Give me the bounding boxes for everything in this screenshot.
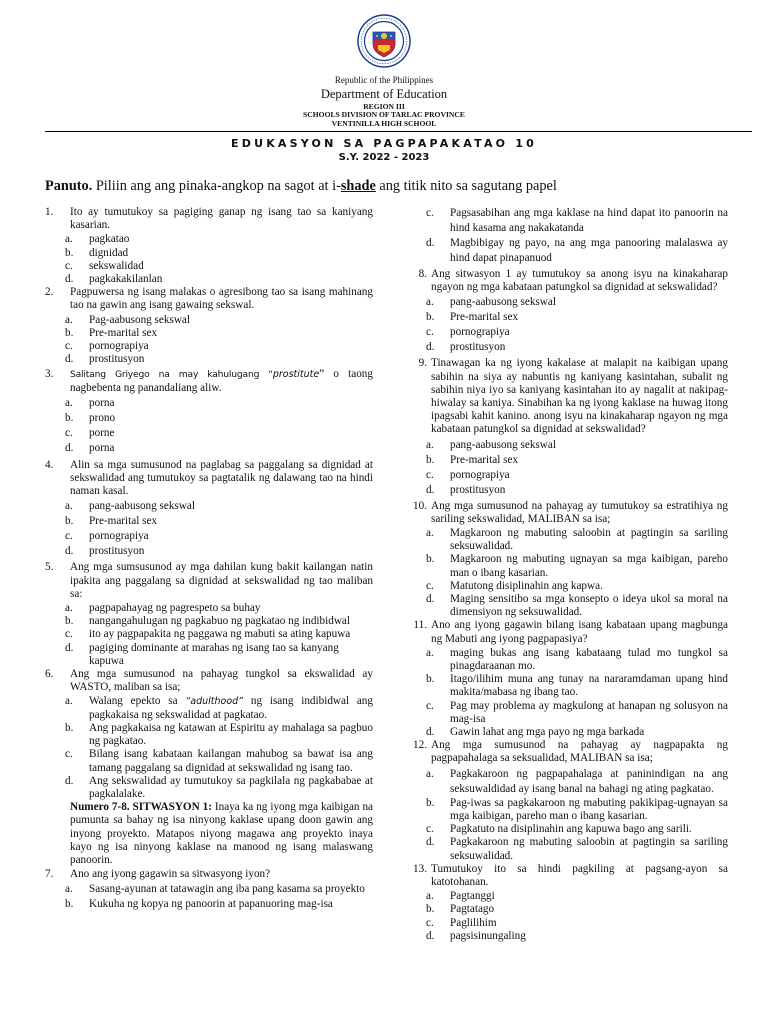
subject-title: EDUKASYON SA PAGPAPAKATAO 10: [231, 137, 537, 150]
question-12: [406, 739, 728, 765]
option-13b[interactable]: b. Pagtatago: [426, 903, 495, 916]
option-text: Pagtatago: [450, 903, 495, 916]
question-2: [45, 286, 373, 312]
school-year: S.Y. 2022 - 2023: [338, 152, 430, 163]
option-11b[interactable]: b. Itago/ilihim muna ang tunay na nararamdaman upang hind makita/mabasa ng ibang tao.: [426, 673, 728, 699]
option-text: Paglilihim: [450, 916, 497, 929]
option-3c[interactable]: c. porne: [65, 426, 115, 439]
option-text: pang-aabusong sekswal: [450, 296, 556, 309]
situation-label: Numero 7-8. SITWASYON 1:: [70, 801, 212, 814]
option-text: Pagkakaroon ng mabuting saloobin at pagtingin sa sariling seksuwalidad.: [450, 836, 728, 862]
question-10: [406, 500, 728, 526]
option-text: Pag may problema ay magkulong at hanapan ng solusyon na mag-isa: [450, 699, 728, 725]
question-stem: Ang sitwasyon 1 ay tumutukoy sa anong isyu na kinakaharap ngayon ng mga kabataan patungkol sa dignidad at sekswalidad?: [431, 268, 728, 294]
question-number: 8.: [418, 268, 427, 280]
question-number: 6.: [45, 668, 54, 681]
option-text: Pre-marital sex: [89, 515, 158, 528]
option-text: prostitusyon: [450, 341, 506, 354]
option-text: Ang sekswalidad ay tumutukoy sa pagkilala ng pagkababae at pagkalalake.: [89, 774, 373, 800]
instructions-text-a: Piliin ang ang pinaka-angkop na sagot at i-: [92, 178, 341, 194]
option-3a[interactable]: a. porna: [65, 396, 115, 409]
option-text: porna: [89, 396, 115, 409]
option-11c[interactable]: c. Pag may problema ay magkulong at hanapan ng solusyon na mag-isa: [426, 699, 728, 725]
option-text: porne: [89, 426, 115, 439]
situation-text: Inaya ka ng iyong mga kaibigan na pumunta sa bahay ng isa ninyong kaklase upang doon gawin ang inyong proyekto. Matapos niyong magawa ang proyekto inaya kayo ng isa ninyong kaklase na manood ng isang malaswang panoorin.: [70, 801, 374, 866]
option-6d[interactable]: d. Ang sekswalidad ay tumutukoy sa pagkilala ng pagkababae at pagkalalake.: [65, 774, 373, 800]
question-9: [406, 357, 728, 436]
option-7b[interactable]: b. Kukuha ng kopya ng panoorin at papanuoring mag-isa: [65, 898, 333, 911]
question-number: 11.: [413, 619, 427, 632]
option-7a[interactable]: a. Sasang-ayunan at tatawagin ang iba pang kasama sa proyekto: [65, 883, 365, 896]
question-4: [45, 459, 373, 499]
option-12c[interactable]: c. Pagkatuto na disiplinahin ang kapuwa bago ang sarili.: [426, 823, 692, 836]
option-text: Kukuha ng kopya ng panoorin at papanuoring mag-isa: [89, 898, 333, 911]
school-name: VENTINILLA HIGH SCHOOL: [331, 119, 437, 128]
question-stem: Ano ang iyong gagawin sa sitwasyong iyon?: [70, 868, 271, 881]
option-text: prostitusyon: [89, 545, 145, 558]
option-text: Pre-marital sex: [89, 326, 158, 339]
option-text: Magkaroon ng mabuting saloobin at pagtingin sa sariling seksuwalidad.: [450, 527, 728, 553]
question-1: [45, 206, 373, 232]
question-11: [406, 619, 728, 645]
question-number: 3.: [45, 368, 54, 381]
option-text: Pre-marital sex: [450, 453, 519, 466]
option-9d[interactable]: d. prostitusyon: [426, 483, 506, 496]
option-text: Pre-marital sex: [450, 311, 519, 324]
question-number: 10.: [413, 499, 427, 512]
republic-line: Republic of the Philippines: [334, 75, 434, 85]
option-7c[interactable]: c. Pagsasabihan ang mga kaklase na hind dapat ito panoorin na hind kasama ang nakakatanda: [426, 207, 728, 234]
option-11a[interactable]: a. maging bukas ang isang kabataang tulad mo tungkol sa pinagdaraanan mo.: [426, 646, 728, 673]
option-text: pornograpiya: [89, 340, 149, 353]
department-name: Department of Education: [320, 87, 448, 101]
option-1b[interactable]: b. dignidad: [65, 246, 129, 259]
option-text: pagkakakilanlan: [89, 273, 163, 286]
question-number: 13.: [413, 862, 427, 875]
instructions-label: Panuto.: [45, 178, 93, 194]
option-13d[interactable]: d. pagsisinungaling: [426, 929, 526, 942]
option-8b[interactable]: b. Pre-marital sex: [426, 311, 519, 324]
option-8a[interactable]: a. pang-aabusong sekswal: [426, 296, 556, 309]
question-stem: Ang mga sumusunod na pahayag ay nagpapakta ng pagpapahalaga sa seksualidad, MALIBAN sa isa;: [431, 739, 728, 765]
option-8d[interactable]: d. prostitusyon: [426, 341, 506, 354]
option-10d[interactable]: d. Maging sensitibo sa mga konsepto o ideya ukol sa moral na dimensiyon ng seksuwalidad.: [426, 593, 728, 619]
question-stem: Ang mga sumusunod na pahayag tungkol sa ekswalidad ay WASTO, maliban sa isa;: [70, 668, 373, 694]
option-6c[interactable]: c. Bilang isang kabataan kailangan mahubog sa bawat isa ang tamang paggalang sa dignidad at sekswalidad ng isang tao.: [65, 748, 373, 774]
option-text: dignidad: [89, 246, 129, 259]
option-text: Bilang isang kabataan kailangan mahubog sa bawat isa ang tamang paggalang sa dignidad at sekswalidad ng isang tao.: [89, 748, 373, 774]
option-text: Pagkatuto na disiplinahin ang kapuwa bago ang sarili.: [450, 823, 692, 836]
question-stem: Alin sa mga sumusunod na paglabag sa paggalang sa dignidad at sekswalidad ang tumutukoy sa pagtatalik ng dalawang tao na hindi naman kasal.: [70, 458, 373, 498]
option-1c[interactable]: c. sekswalidad: [65, 259, 144, 272]
option-9a[interactable]: a. pang-aabusong sekswal: [426, 438, 556, 451]
option-text: pang-aabusong sekswal: [450, 438, 556, 451]
deped-seal-icon: [357, 14, 411, 68]
question-number: 7.: [45, 868, 54, 881]
question-stem: Ito ay tumutukoy sa pagiging ganap ng isang tao sa kaniyang kasarian.: [70, 206, 373, 232]
option-5c[interactable]: c. ito ay pagpapakita ng paggawa ng mabuti sa ating kapuwa: [65, 628, 351, 641]
option-text: pornograpiya: [89, 530, 149, 543]
division-line: SCHOOLS DIVISION OF TARLAC PROVINCE: [303, 110, 465, 119]
option-3b[interactable]: b. prono: [65, 411, 116, 424]
option-text: pornograpiya: [450, 468, 510, 481]
option-text: Matutong disiplinahin ang kapwa.: [450, 579, 603, 592]
option-4d[interactable]: d. prostitusyon: [65, 545, 145, 558]
option-text: pagpapahayag ng pagrespeto sa buhay: [89, 602, 261, 615]
option-text: prono: [89, 411, 116, 424]
question-number: 5.: [45, 561, 54, 574]
instructions-text-b: ang titik nito sa sagutang papel: [375, 178, 557, 194]
option-11d[interactable]: d. Gawin lahat ang mga payo ng mga barkada: [426, 726, 645, 739]
option-1d[interactable]: d. pagkakakilanlan: [65, 273, 163, 286]
option-5a[interactable]: a. pagpapahayag ng pagrespeto sa buhay: [65, 602, 261, 615]
question-stem: Tumutukoy ito sa hindi pagkiling at pagsang-ayon sa katotohanan.: [431, 862, 728, 888]
question-13: [406, 863, 728, 889]
region-line: REGION III: [363, 102, 405, 111]
option-text: Pag-iwas sa pagkakaroon ng mabuting pakikipag-ugnayan sa mga kaibigan, pareho man o ibang kasarian.: [450, 796, 728, 822]
option-5d[interactable]: d. pagiging dominante at marahas ng isang tao sa kanyang: [65, 641, 339, 654]
option-13a[interactable]: a. Pagtanggi: [426, 890, 495, 903]
question-number: 1.: [45, 206, 54, 218]
option-4c[interactable]: c. pornograpiya: [65, 530, 149, 543]
option-6a[interactable]: a. Walang epekto sa “adulthood” ng isang indibidwal ang pagkakaisa ng sekswalidad at pagkatao.: [65, 695, 373, 721]
option-italic: “adulthood”: [185, 696, 244, 708]
option-1a[interactable]: a. pagkatao: [65, 233, 130, 246]
question-number: 4.: [45, 458, 54, 471]
option-text: pagsisinungaling: [450, 929, 526, 942]
question-6: [45, 668, 373, 694]
option-12d[interactable]: d. Pagkakaroon ng mabuting saloobin at pagtingin sa sariling seksuwalidad.: [426, 836, 728, 862]
question-stem: Ano ang iyong gagawin bilang isang kabataan upang magbunga ng Mabuti ang iyong pagpapasiya?: [431, 619, 728, 645]
question-stem: Ang mga sumusunod na pahayag ay tumutukoy sa estratihiya ng sariling sekswalidad, MALIBAN sa isa;: [431, 499, 728, 525]
option-10b[interactable]: b. Magkaroon ng mabuting ugnayan sa mga kaibigan, pareho man o ibang kasarian.: [426, 553, 728, 579]
stem-part: ” o taong nagbebenta ng panandaliang aliw.: [70, 368, 373, 394]
instructions: [45, 178, 557, 195]
option-text: Gawin lahat ang mga payo ng mga barkada: [450, 726, 645, 739]
option-text: Ang pagkakaisa ng katawan at Espiritu ay mahalaga sa pagbuo ng pagkatao.: [89, 721, 373, 748]
option-text: porna: [89, 441, 115, 454]
option-text: pang-aabusong sekswal: [89, 500, 195, 513]
option-5b[interactable]: b. nangangahulugan ng pagkabuo ng pagkatao ng indibidwal: [65, 615, 350, 628]
option-9c[interactable]: c. pornograpiya: [426, 468, 510, 481]
option-text: sekswalidad: [89, 259, 144, 272]
option-text: Itago/ilihim muna ang tunay na nararamdaman upang hind makita/mabasa ng ibang tao.: [450, 673, 728, 699]
option-13c[interactable]: c. Paglilihim: [426, 916, 497, 929]
option-text: ng isang indibidwal ang pagkakaisa ng sekswalidad at pagkatao.: [89, 695, 373, 721]
option-12a[interactable]: a. Pagkakaroon ng pagpapahalaga at paninindigan na ang seksuwaldidad ay isang banal na bahagi ng ating pagkatao.: [426, 767, 728, 795]
option-2d[interactable]: d. prostitusyon: [65, 353, 145, 366]
option-text: pagiging dominante at marahas ng isang tao sa kanyang: [89, 641, 339, 654]
option-2a[interactable]: a. Pag-aabusong sekswal: [65, 313, 190, 326]
option-8c[interactable]: c. pornograpiya: [426, 326, 510, 339]
option-4b[interactable]: b. Pre-marital sex: [65, 515, 158, 528]
option-text: Pagtanggi: [450, 890, 495, 903]
option-4a[interactable]: a. pang-aabusong sekswal: [65, 500, 195, 513]
option-2b[interactable]: b. Pre-marital sex: [65, 326, 158, 339]
option-text: prostitusyon: [89, 353, 145, 366]
stem-italic: prostitute: [272, 369, 320, 381]
option-12b[interactable]: b. Pag-iwas sa pagkakaroon ng mabuting pakikipag-ugnayan sa mga kaibigan, pareho man o ibang kasarian.: [426, 796, 728, 822]
header-divider: [45, 131, 752, 132]
option-text: Sasang-ayunan at tatawagin ang iba pang kasama sa proyekto: [89, 883, 365, 896]
question-number: 9.: [418, 357, 427, 370]
option-text: nangangahulugan ng pagkabuo ng pagkatao ng indibidwal: [89, 615, 350, 628]
option-text: Pagsasabihan ang mga kaklase na hind dapat ito panoorin na hind kasama ang nakakatanda: [450, 207, 728, 234]
question-8: [406, 268, 728, 294]
option-text: Pagkakaroon ng pagpapahalaga at paninindigan na ang seksuwaldidad ay isang banal na bahagi ng ating pagkatao.: [450, 767, 728, 795]
option-text: Pag-aabusong sekswal: [89, 313, 190, 326]
question-7: [45, 868, 373, 881]
option-6b[interactable]: b. Ang pagkakaisa ng katawan at Espiritu ay mahalaga sa pagbuo ng pagkatao.: [65, 721, 373, 748]
option-text: Maging sensitibo sa mga konsepto o ideya ukol sa moral na dimensiyon ng seksuwalidad.: [450, 593, 728, 619]
option-7d[interactable]: d. Magbibigay ng payo, na ang mga panooring malalaswa ay hind dapat pinapanuod: [426, 237, 728, 264]
option-text: prostitusyon: [450, 483, 506, 496]
question-number: 2.: [45, 286, 54, 299]
option-text: maging bukas ang isang kabataang tulad mo tungkol sa pinagdaraanan mo.: [450, 646, 728, 673]
instructions-shade: shade: [340, 178, 376, 194]
question-3: [45, 368, 373, 394]
option-text: ito ay pagpapakita ng paggawa ng mabuti sa ating kapuwa: [89, 628, 351, 641]
option-5d-continuation: kapuwa: [89, 654, 124, 667]
question-stem: Tinawagan ka ng iyong kakalase at malapit na kaibigan upang sabihin na siya ay nabuntis ng kaniyang kasintahan, subalit ng sabihin niya iyo sa kaniyang kasintahan ito ay nagalit at nakipag- hiwalay sa kaniya. Sinabihan ka ng iyong kaklase na huwag itong ipagsabi kahit kanino. anong isyu na kinakaharap ngayon ng mga kabataan patungkol sa dignidad at sekswalidad?: [431, 357, 728, 436]
option-10a[interactable]: a. Magkaroon ng mabuting saloobin at pagtingin sa sariling seksuwalidad.: [426, 527, 728, 553]
situation-1: [70, 801, 373, 867]
question-number: 12.: [413, 739, 427, 752]
question-stem: Ang mga sumsusunod ay mga dahilan kung bakit kailangan natin ipakita ang paggalang sa dignidad at sekswalidad ng tao maliban sa:: [70, 561, 373, 600]
option-9b[interactable]: b. Pre-marital sex: [426, 453, 519, 466]
option-text: Walang epekto sa: [89, 695, 186, 708]
option-2c[interactable]: c. pornograpiya: [65, 340, 149, 353]
question-stem: Pagpuwersa ng isang malakas o agresibong tao sa isang mahinang tao na gawin ang isang gawaing sekswal.: [70, 286, 373, 312]
question-stem: [70, 368, 373, 394]
option-text: pagkatao: [89, 233, 130, 246]
left-column: [45, 206, 373, 912]
stem-part: Salitang Griyego na may kahulugang “: [70, 369, 273, 381]
option-3d[interactable]: d. porna: [65, 441, 115, 454]
right-column: [406, 206, 728, 943]
option-text: Magkaroon ng mabuting ugnayan sa mga kaibigan, pareho man o ibang kasarian.: [450, 553, 728, 579]
option-text: pornograpiya: [450, 326, 510, 339]
option-10c[interactable]: c. Matutong disiplinahin ang kapwa.: [426, 579, 603, 592]
option-text: Magbibigay ng payo, na ang mga panooring malalaswa ay hind dapat pinapanuod: [450, 237, 728, 264]
question-5: [45, 561, 373, 601]
